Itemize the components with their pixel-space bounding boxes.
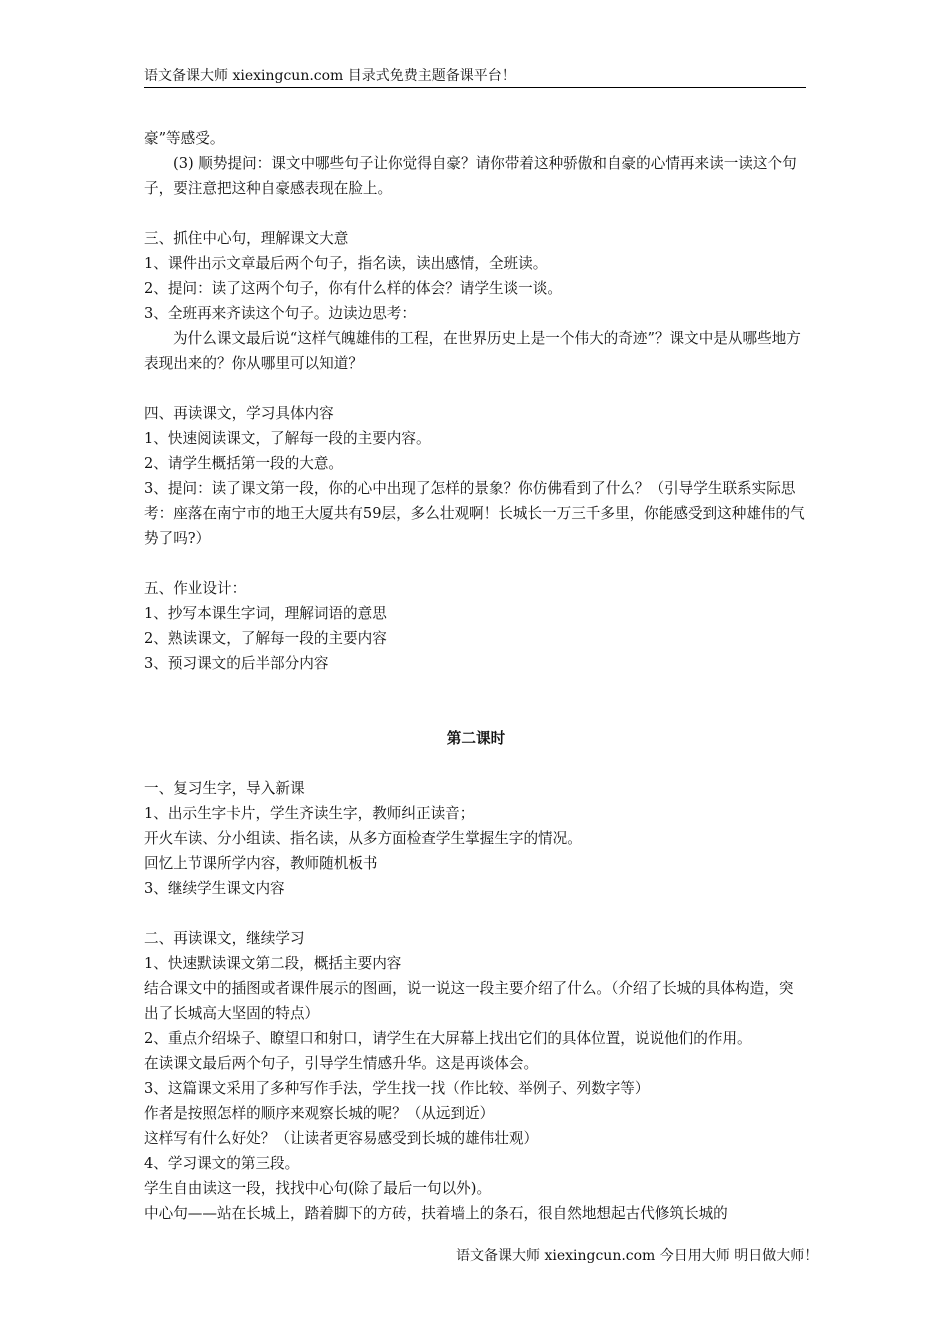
blank-line (144, 376, 808, 401)
blank-line (144, 201, 808, 226)
paragraph: 4、学习课文的第三段。 (144, 1155, 300, 1172)
paragraph: 3、预习课文的后半部分内容 (144, 655, 329, 672)
paragraph: 一、复习生字，导入新课 (144, 780, 305, 797)
page-header: 语文备课大师 xiexingcun.com 目录式免费主题备课平台！ (144, 66, 806, 88)
paragraph: 这样写有什么好处？（让读者更容易感受到长城的雄伟壮观） (144, 1130, 539, 1147)
paragraph: 三、抓住中心句，理解课文大意 (144, 230, 349, 247)
page-footer: 语文备课大师 xiexingcun.com 今日用大师 明日做大师！ (456, 1248, 819, 1264)
paragraph: 3、全班再来齐读这个句子。边读边思考： (144, 305, 416, 322)
paragraph: 五、作业设计： (144, 580, 247, 597)
paragraph: 3、这篇课文采用了多种写作手法，学生找一找（作比较、举例子、列数字等） (144, 1080, 650, 1097)
blank-line (144, 701, 808, 726)
paragraph: 2、熟读课文，了解每一段的主要内容 (144, 630, 387, 647)
paragraph: 1、抄写本课生字词，理解词语的意思 (144, 605, 387, 622)
blank-line (144, 901, 808, 926)
paragraph: 1、出示生字卡片，学生齐读生字，教师纠正读音； (144, 805, 475, 822)
paragraph: 开火车读、分小组读、指名读，从多方面检查学生掌握生字的情况。 (144, 830, 582, 847)
paragraph: 豪”等感受。 (144, 130, 225, 147)
paragraph: 1、快速阅读课文，了解每一段的主要内容。 (144, 430, 431, 447)
paragraph: 3、继续学生课文内容 (144, 880, 285, 897)
paragraph: 在读课文最后两个句子，引导学生情感升华。这是再谈体会。 (144, 1055, 539, 1072)
paragraph: 结合课文中的插图或者课件展示的图画，说一说这一段主要介绍了什么。（介绍了长城的具体构造，突出了长城高大坚固的特点） (144, 980, 794, 1022)
blank-line (144, 751, 808, 776)
paragraph: 2、提问：读了这两个句子，你有什么样的体会？请学生谈一谈。 (144, 280, 562, 297)
paragraph: 2、重点介绍垛子、瞭望口和射口，请学生在大屏幕上找出它们的具体位置，说说他们的作用。 (144, 1030, 752, 1047)
paragraph: 中心句——站在长城上，踏着脚下的方砖，扶着墙上的条石，很自然地想起古代修筑长城的 (144, 1205, 728, 1222)
document-body (144, 126, 808, 1226)
paragraph: 学生自由读这一段，找找中心句(除了最后一句以外)。 (144, 1180, 492, 1197)
paragraph: 回忆上节课所学内容，教师随机板书 (144, 855, 378, 872)
paragraph: 1、快速默读课文第二段，概括主要内容 (144, 955, 402, 972)
blank-line (144, 551, 808, 576)
blank-line (144, 676, 808, 701)
paragraph: 1、课件出示文章最后两个句子，指名读，读出感情，全班读。 (144, 255, 548, 272)
section-title: 第二课时 (446, 730, 506, 747)
paragraph: (3) 顺势提问：课文中哪些句子让你觉得自豪？请你带着这种骄傲和自豪的心情再来读一读这个句子，要注意把这种自豪感表现在脸上。 (144, 155, 797, 197)
paragraph: 2、请学生概括第一段的大意。 (144, 455, 344, 472)
paragraph: 作者是按照怎样的顺序来观察长城的呢？（从远到近） (144, 1105, 495, 1122)
paragraph: 二、再读课文，继续学习 (144, 930, 305, 947)
paragraph: 四、再读课文，学习具体内容 (144, 405, 334, 422)
paragraph: 3、提问：读了课文第一段，你的心中出现了怎样的景象？你仿佛看到了什么？（引导学生联系实际思考：座落在南宁市的地王大厦共有59层，多么壮观啊！长城长一万三千多里，你能感受到这种雄伟的气势了吗?） (144, 480, 805, 547)
paragraph: 为什么课文最后说“这样气魄雄伟的工程，在世界历史上是一个伟大的奇迹”？课文中是从哪些地方表现出来的？你从哪里可以知道？ (144, 330, 801, 372)
